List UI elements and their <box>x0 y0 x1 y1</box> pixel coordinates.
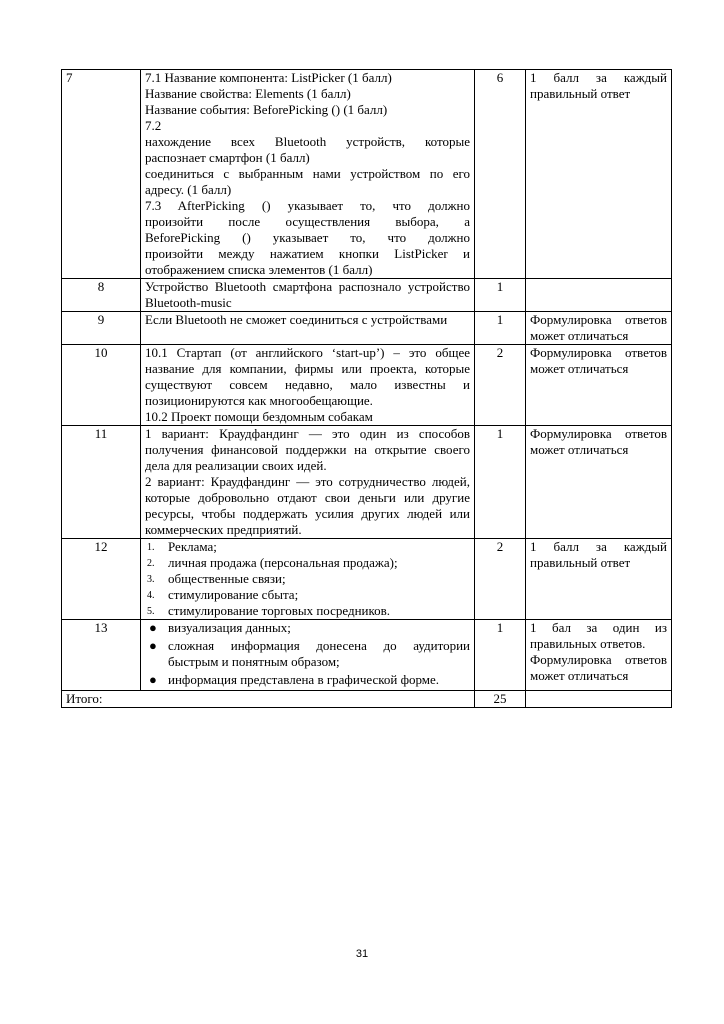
answer-line: отображением списка элементов (1 балл) <box>145 262 373 277</box>
answer-line: нахождение всех Bluetooth устройств, которые <box>145 134 470 149</box>
note-cell: Формулировка ответов может отличаться <box>526 426 672 539</box>
answer-line: BeforePicking () указывает то, что должно <box>145 230 470 245</box>
question-number: 9 <box>62 312 141 345</box>
note-paragraph: Формулировка ответов может отличаться <box>530 652 667 683</box>
points-cell: 2 <box>475 539 526 620</box>
answer-paragraph: 2 вариант: Краудфандинг — это сотрудничество людей, которые добровольно отдают свои деньги или другие ресурсы, чтобы поддержать усилия других людей или коммерческих предприятий. <box>145 474 470 537</box>
list-item-text: Реклама; <box>168 539 217 554</box>
bullet-icon: ● <box>149 620 157 635</box>
note-cell <box>526 620 672 691</box>
note-cell: 1 балл за каждый правильный ответ <box>526 70 672 279</box>
table-row <box>62 279 672 312</box>
points-cell: 2 <box>475 345 526 426</box>
list-marker: 5. <box>147 606 155 617</box>
bullet-icon: ● <box>149 672 157 687</box>
question-number: 10 <box>62 345 141 426</box>
table-row <box>62 345 672 426</box>
list-item <box>145 672 470 688</box>
list-item-text: стимулирование сбыта; <box>168 587 299 602</box>
note-cell: 1 балл за каждый правильный ответ <box>526 539 672 620</box>
table-row <box>62 426 672 539</box>
total-points: 25 <box>475 691 526 708</box>
answer-line: адресу. (1 балл) <box>145 182 232 197</box>
total-note <box>526 691 672 708</box>
list-item-text: личная продажа (персональная продажа); <box>168 555 398 570</box>
answer-cell <box>141 345 475 426</box>
table-row <box>62 620 672 691</box>
list-marker: 1. <box>147 542 155 553</box>
table-row <box>62 312 672 345</box>
question-number: 8 <box>62 279 141 312</box>
answer-cell <box>141 539 475 620</box>
answer-line: Название события: BeforePicking () (1 балл) <box>145 102 388 117</box>
answer-line: произойти между нажатием кнопки ListPicker и <box>145 246 470 261</box>
answer-line: распознает смартфон (1 балл) <box>145 150 310 165</box>
list-item-text: стимулирование торговых посредников. <box>168 603 391 618</box>
list-item-text: информация представлена в графической форме. <box>168 672 440 687</box>
total-label: Итого: <box>62 691 475 708</box>
list-marker: 2. <box>147 558 155 569</box>
answer-line: 7.2 <box>145 118 162 133</box>
answer-line: соединиться с выбранным нами устройством по его <box>145 166 470 181</box>
list-item <box>145 603 470 619</box>
table-row <box>62 70 672 279</box>
list-marker: 3. <box>147 574 155 585</box>
answer-paragraph: 10.1 Стартап (от английского ‘start-up’) – это общее название для компании, фирмы или проекта, которые существуют совсем недавно, мало известны и позиционируются как многообещающие. <box>145 345 470 408</box>
points-cell: 1 <box>475 312 526 345</box>
list-item <box>145 571 470 587</box>
answer-cell: Если Bluetooth не сможет соединиться с устройствами <box>141 312 475 345</box>
points-cell: 1 <box>475 279 526 312</box>
answer-paragraph: 1 вариант: Краудфандинг — это один из способов получения финансовой поддержки на открытие своего дела для реализации своих идей. <box>145 426 470 473</box>
list-item <box>145 539 470 555</box>
question-number: 13 <box>62 620 141 691</box>
bullet-icon: ● <box>149 638 157 653</box>
points-cell: 6 <box>475 70 526 279</box>
question-number: 11 <box>62 426 141 539</box>
answer-line: 7.1 Название компонента: ListPicker (1 балл) <box>145 70 392 85</box>
list-item-text: общественные связи; <box>168 571 286 586</box>
list-item <box>145 555 470 571</box>
points-cell: 1 <box>475 426 526 539</box>
list-item-text: визуализация данных; <box>168 620 291 635</box>
answer-cell <box>141 70 475 279</box>
answer-cell <box>141 426 475 539</box>
page-number: 31 <box>355 948 369 960</box>
total-row <box>62 691 672 708</box>
list-item-text: сложная информация донесена до аудитории быстрым и понятным образом; <box>168 638 470 669</box>
list-item <box>145 620 470 636</box>
note-paragraph: 1 бал за один из правильных ответов. <box>530 620 667 651</box>
answer-line: 7.3 AfterPicking () указывает то, что должно <box>145 198 470 213</box>
table-row <box>62 539 672 620</box>
answer-cell <box>141 620 475 691</box>
list-item <box>145 587 470 603</box>
answer-paragraph: 10.2 Проект помощи бездомным собакам <box>145 409 373 424</box>
list-marker: 4. <box>147 590 155 601</box>
numbered-list <box>145 539 470 619</box>
question-number: 12 <box>62 539 141 620</box>
points-cell: 1 <box>475 620 526 691</box>
answer-line: произойти после осуществления выбора, а <box>145 214 470 229</box>
list-item <box>145 638 470 670</box>
answer-cell: Устройство Bluetooth смартфона распознало устройство Bluetooth-music <box>141 279 475 312</box>
answer-line: Название свойства: Elements (1 балл) <box>145 86 351 101</box>
answers-table <box>61 69 672 708</box>
note-cell: Формулировка ответов может отличаться <box>526 312 672 345</box>
note-cell <box>526 279 672 312</box>
question-number: 7 <box>62 70 141 279</box>
note-cell: Формулировка ответов может отличаться <box>526 345 672 426</box>
bullet-list <box>145 620 470 688</box>
